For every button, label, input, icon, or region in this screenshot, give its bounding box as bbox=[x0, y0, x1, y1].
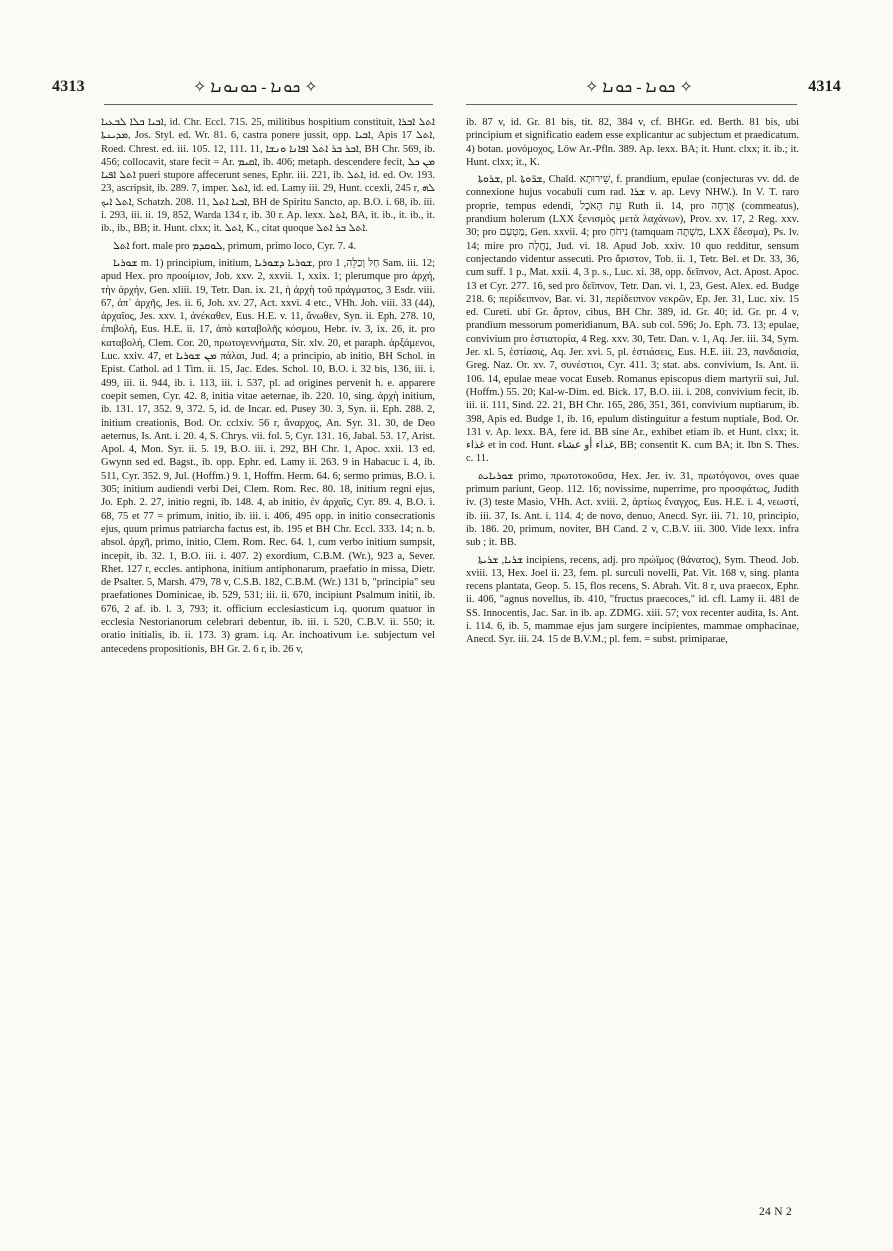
page-number-right: 4314 bbox=[808, 78, 841, 95]
header-rule-left bbox=[104, 104, 433, 105]
page-number-left: 4313 bbox=[52, 78, 85, 95]
running-head-left: ✧ ܟܘܢܐ - ܟܘܢܘܢܐ ✧ bbox=[193, 79, 318, 96]
left-paragraph: ܐܬܠ fort. male pro ܠܘܩܕܡ, primum, primo loco, Cyr. 7. 4. bbox=[113, 240, 357, 252]
right-paragraph: ܫܪܝܐ, ܫܪܝܬܐ incipiens, recens, adj. pro πρώϊμος (θάνατος), Sym. Theod. Job. xviii. 13, Hex. Joel ii. 23, fem. pl. surculi novelli, Pat. Vit. 168 v, sing. planta recens plantata, Geop. 5. 15, flos recens, S. Abrah. Vit. 8 r, uva praecox, Ephr. ii. 406, "agnus novellus, ib. 410, "fructus praecoces," id. cfl. Lamy ii. 481 de SS. Innocentis, Jac. Sar. in ib. ap. ZDMG. xiii. 57; vox recenter audita, Is. Ant. i. 114. 6, ib. 5, mammae ejus jam surgere incipientes, mammae omphacinae, Anecd. Syr. iii. 24. 15 de B.V.M.; pl. fem. = subst. primiparae, bbox=[466, 554, 802, 646]
page-header bbox=[0, 0, 893, 96]
right-column bbox=[466, 116, 802, 1209]
right-paragraph: ܫܘܪܝܐܝܬ primo, πρωτοτοκοῦσα, Hex. Jer. iv. 31, πρωτόγονοι, oves quae primum pariunt, Geop. 112. 16; novissime, nuperrime, pro προσφάτως, Judith iv. (3) teste Masio, VHh. Act. xviii. 2, ἀρτίως ἔναγχος, Eus. H.E. i. 4, νεωστί, ib. iii. 37, Is. Ant. i. 114. 4; de novo, denuo, Anecd. Syr. iii. 71. 10, principio, ib. 186. 20, primum, noviter, BH Cand. 2 v, C.B.V. iii. 300. Vide lexx. infra sub ; it. BB. bbox=[466, 470, 802, 549]
sheet-signature: 24 N 2 bbox=[759, 1206, 793, 1218]
left-column bbox=[101, 116, 438, 1209]
right-paragraph: ib. 87 v, id. Gr. 81 bis, tit. 82, 384 v, cf. BHGr. ed. Berth. 81 bis, ubi principium et significatio eadem esse explicantur ac subjectum et praedicatum. 4) botan. μονόμοχος, Löw Ar.-Pfln. 389. Ap. lexx. BA; it. Hunt. clxx; it. ib.; it. Hunt. clxx; it., K. bbox=[466, 117, 802, 168]
left-paragraph: ܐܒܝܐ ܒܠܐ ܠܒܥܝܐ, id. Chr. Eccl. 715. 25, militibus hospitium constituit, ܐܬܠ ܐܒܪܐ ܡܕܝܢܬܐ, Jos. Styl. ed. Wr. 81. 6, castra ponere jussit, opp. ܐܒܝܐ, Apis ܐܬܠ 17, Roed. Chrest. ed. iii. 105. 12, 111. 11, ܐܒܪ ܒܪ ܐܬܠ ܐܦܐܢܐ ܘܢܫܐ, BH Chr. 569, ib. 456; collocavit, stare fecit = Ar. ܐܩܝܡ, ib. 406; metaph. descendere fecit, ܡܢ ܟܠ ܐܬܠ ܐܦܝܐ pueri stupore affecerunt senes, Ephr. iii. 221, ib. ܐܬܠ, id. ed. Ov. 193. 23, ascripsit, ib. 289. 7, imper. ܐܬܠ, id. ed. Lamy iii. 29, Hunt. ccexli, 245 r, ܠܗ ܐܬܠ ܐܝܟ, Schatzh. 208. 11, ܐܒܝܐ ܐܬܠ, BH de Spiritu Sancto, ap. B.O. i. 68, ib. iii. i. 293, iii. ii. 19, 852, Warda 134 r, ib. 30 r. Ap. lexx. ܐܬܠ, BA, it. ib., it. ib., it. ib., ib., BB; it. Hunt. clxx; it. ܐܬܠ, K., citat quoque ܐܬܠ ܒܪ ܐܬܠ. bbox=[101, 117, 438, 235]
running-head-right: ✧ ܟܘܢܐ - ܟܘܢܐ ✧ bbox=[585, 79, 693, 96]
left-paragraph: ܫܘܪܝܐ m. 1) principium, initium, ܫܘܪܝܐ ܕܫܘܪܝܐ, pro חַלּ וְכַלֵּה, 1 Sam. iii. 12; apud Hex. pro προοίμιον, Job. xxv. 2, xxvii. 1, xxix. 1; plerumque pro ἀρχή, τὴν ἀρχήν, Gen. xliii. 19, Tetr. Dan. ix. 21, ἡ ἀρχὴ τοῦ πράγματος, 3 Esdr. viii. 67, ἀπ᾽ ἀρχῆς, Jes. ii. 6, Joh. xv. 27, Act. xxvi. 4 etc., VHh. Joh. viii. 33 (44), ἀρχαῖος, Jes. xxv. 1, ἀνέκαθεν, Eus. H.E. v. 11, ἄνωθεν, Syn. ii. Eph. 278. 10, ἐπιβολή, Eus. H.E. ii. 17, ἀπὸ καταβολῆς κόσμου, Hebr. iv. 3, ix. 26, it. pro καταβολή, Clem. Cor. 20, πρωτογεννήματα, Sir. xlv. 20, et paraph. ἀρξάμενοι, Luc. xxiv. 47, et ܡܢ ܫܘܪܝܐ πάλαι, Jud. 4; a principio, ab initio, BH Schol. in Epist. Cathol. ad 1 Tim. ii. 15, Jac. Edes. Schol. 10, B.O. i. 32 bis, 136, iii. i. 499, iii. ii. 944, ib. i. 113, iii. i. 537, pl. ad origines pervenit h. e. apparere coepit semen, Cyr. 42. 8, initia vitae aeternae, ib. 220. 10, sing. ἀρχὴ initium, ib. 131. 17, 352. 9, 372. 5, id. de Incar. ed. Pusey 30. 3, Syn. ii. Eph. 288. 2, initium creationis, Bod. Or. cclxiv. 56 r, ἄναρχος, An. Syr. 31. 30, de Deo aeternus, Is. Ant. i. 20. 4, S. Chrys. vii. fol. 5, Cyr. 131. 16, Jabal. 53. 17, Arist. Apol. 4, Mon. Syr. ii. 5. 19, B.O. iii. i. 292, BH Chr. 1, Apoc. xxii. 13 ed. Gwynn sed ed. Bagst., ib. opp. Ephr. ed. Lamy ii. 263. 9 in Habacuc i. 4, ib. 511, Cyr. 352. 9, Jul. (Hoffm.) 9. 1, Hoffm. Herm. 64. 6; sermo primus, B.O. i. 305; initium audiendi verbi Dei, Clem. Rom. Rec. 80. 18, initium regni ejus, Jo. Eph. 2. 27, initio regni, ib. 148. 4, ab initio, ἐν ἀρχαῖς, Cyr. 89. 4, B.O. i. 68, 75 et 77 = primum, initio, ib. iii. i. 406, 495 opp. in initio consecrationis ejus, quum primus patriarcha factus est, ib. 195 et BH Chr. Eccl. 333. 14; n. b. absol. ἀρχῆ, primo, initio, Clem. Rom. Rec. 64. 1, cum verbo initium sumpsit, incepit, ib. 32. 1, B.O. iii. i. 407. 2) exordium, C.B.M. (Wr.), 923 a, Sever. Rhet. 127 r, eccles. antiphona, initium antiphonarum, praefatio in missa, Dietr. de Psalter. 5, Marsh. 479, 78 v, C.S.B. 182, C.B.M. (Wr.) 131 b, "principia" seu praefationes Dominicae, ib. 529, 531; iii. ii. 670, incipiunt Psalmum initii, ib. 676, 2 af. ib. l. 3, 793; it. officium ecclesiasticum i.q. quorum quatuor in ecclesia Nestorianorum celebrari debentur, ib. iii. i. 520, C.B.V. ii. 550; it. oratio initialis, ib. ii. 173. 3) gram. i.q. Ar. inchoativum i.e. subjectum vel antecedens propositionis, BH Gr. 2. 6 r, ib. 26 v, bbox=[101, 257, 438, 655]
right-paragraph: ܫܪܘܬܐ, pl. ܫܪ̈ܘܬܐ, Chald. שֵׁירוּתָא, f. prandium, epulae (conjecturas vv. dd. de connexione hujus vocabuli cum rad. ܫܪܐ v. ap. Levy NHW.). In V. T. raro proprie, tempus edendi, עֵת הָאֹכֶל Ruth ii. 14, pro אֲרֻחָה (commeatus), prandium holerum (LXX ξενισμὸς μετὰ λαχάνων), Prov. xv. 17, 2 Reg. xxv. 30; pro מַטְעַם, Gen. xxvii. 4; pro נִיחֹחַ (tamquam מִשְׁתֶּה, LXX ἔδεσμα), Ps. lv. 14; mire pro נַחֲלָה, Jud. vi. 18. Apud Job. xxiv. 10 quo redditur, sensum conjectando videntur assecuti. Pro ἄριστον, Tob. ii. 1, Tetr. Bel. et Dr. 33, 36, cum suff. 1 p., Mat. xxii. 4, 3 p. s., Luc. xi. 38, opp. δεῖπνον, Act. Apost. Apoc. 13 et Cyr. 277. 16, sed pro δεῖπνον, Tetr. Dan. vi. 1, 23, Gest. Alex. ed. Budge 218. 6; περίδειπνον, Bar. vi. 31, περίδειπνον νεκρῶν, Ep. Jer. 31, Luc. xiv. 15 ed. Cureti. ubi Gr. ἄρτον, cibus, BH Chr. 389, id. Gr. 40; id. Gr. pr. 4 v, prandium messorum pomeridianum, BA. sub col. 596; Jo. Eph. 73. 13; epulae, convivium pro ἑστιατορία, 4 Reg. xxv. 30, Tetr. Dan. v. 1, Aq. Jer. iii. 34, Sym. Jer. xl. 5, ἑστίασις, Aq. Jer. xvi. 5, pl. ἑστιάσεις, Eus. H.E. iii. 23, πανδαισία, Greg. Naz. Or. xv. 7, συνέστιοι, Cyr. 411. 3; stat. abs. convivium, Is. Ant. ii. 106. 14, epulae meae vocat Euseb. Romanus episcopus diem martyrii sui, Jul. (Hoffm.) 55. 20; Kal-w-Dim. ed. Bick. 17, B.O. iii. i. 208, convivium fecit, ib. iii. ii. 111, Sind. 22. 21, BH Chr. 165, 286, 351, 361, convivium nuptiarum, ib. 398, Apis ed. Budge 1, ib. 16, epulum distinguitur a festum nuptiale, Bod. Or. 131 v. Ap. lexx. BA, fere id. BB sine Ar., exhibet etiam ib. et Hunt. clxx; it. غذاء et in cod. Hunt. غداء أو عشاء, BB; consentit K. cum BA; it. Ibn S. Thes. c. 11. bbox=[466, 174, 802, 465]
header-rule-right bbox=[466, 104, 797, 105]
